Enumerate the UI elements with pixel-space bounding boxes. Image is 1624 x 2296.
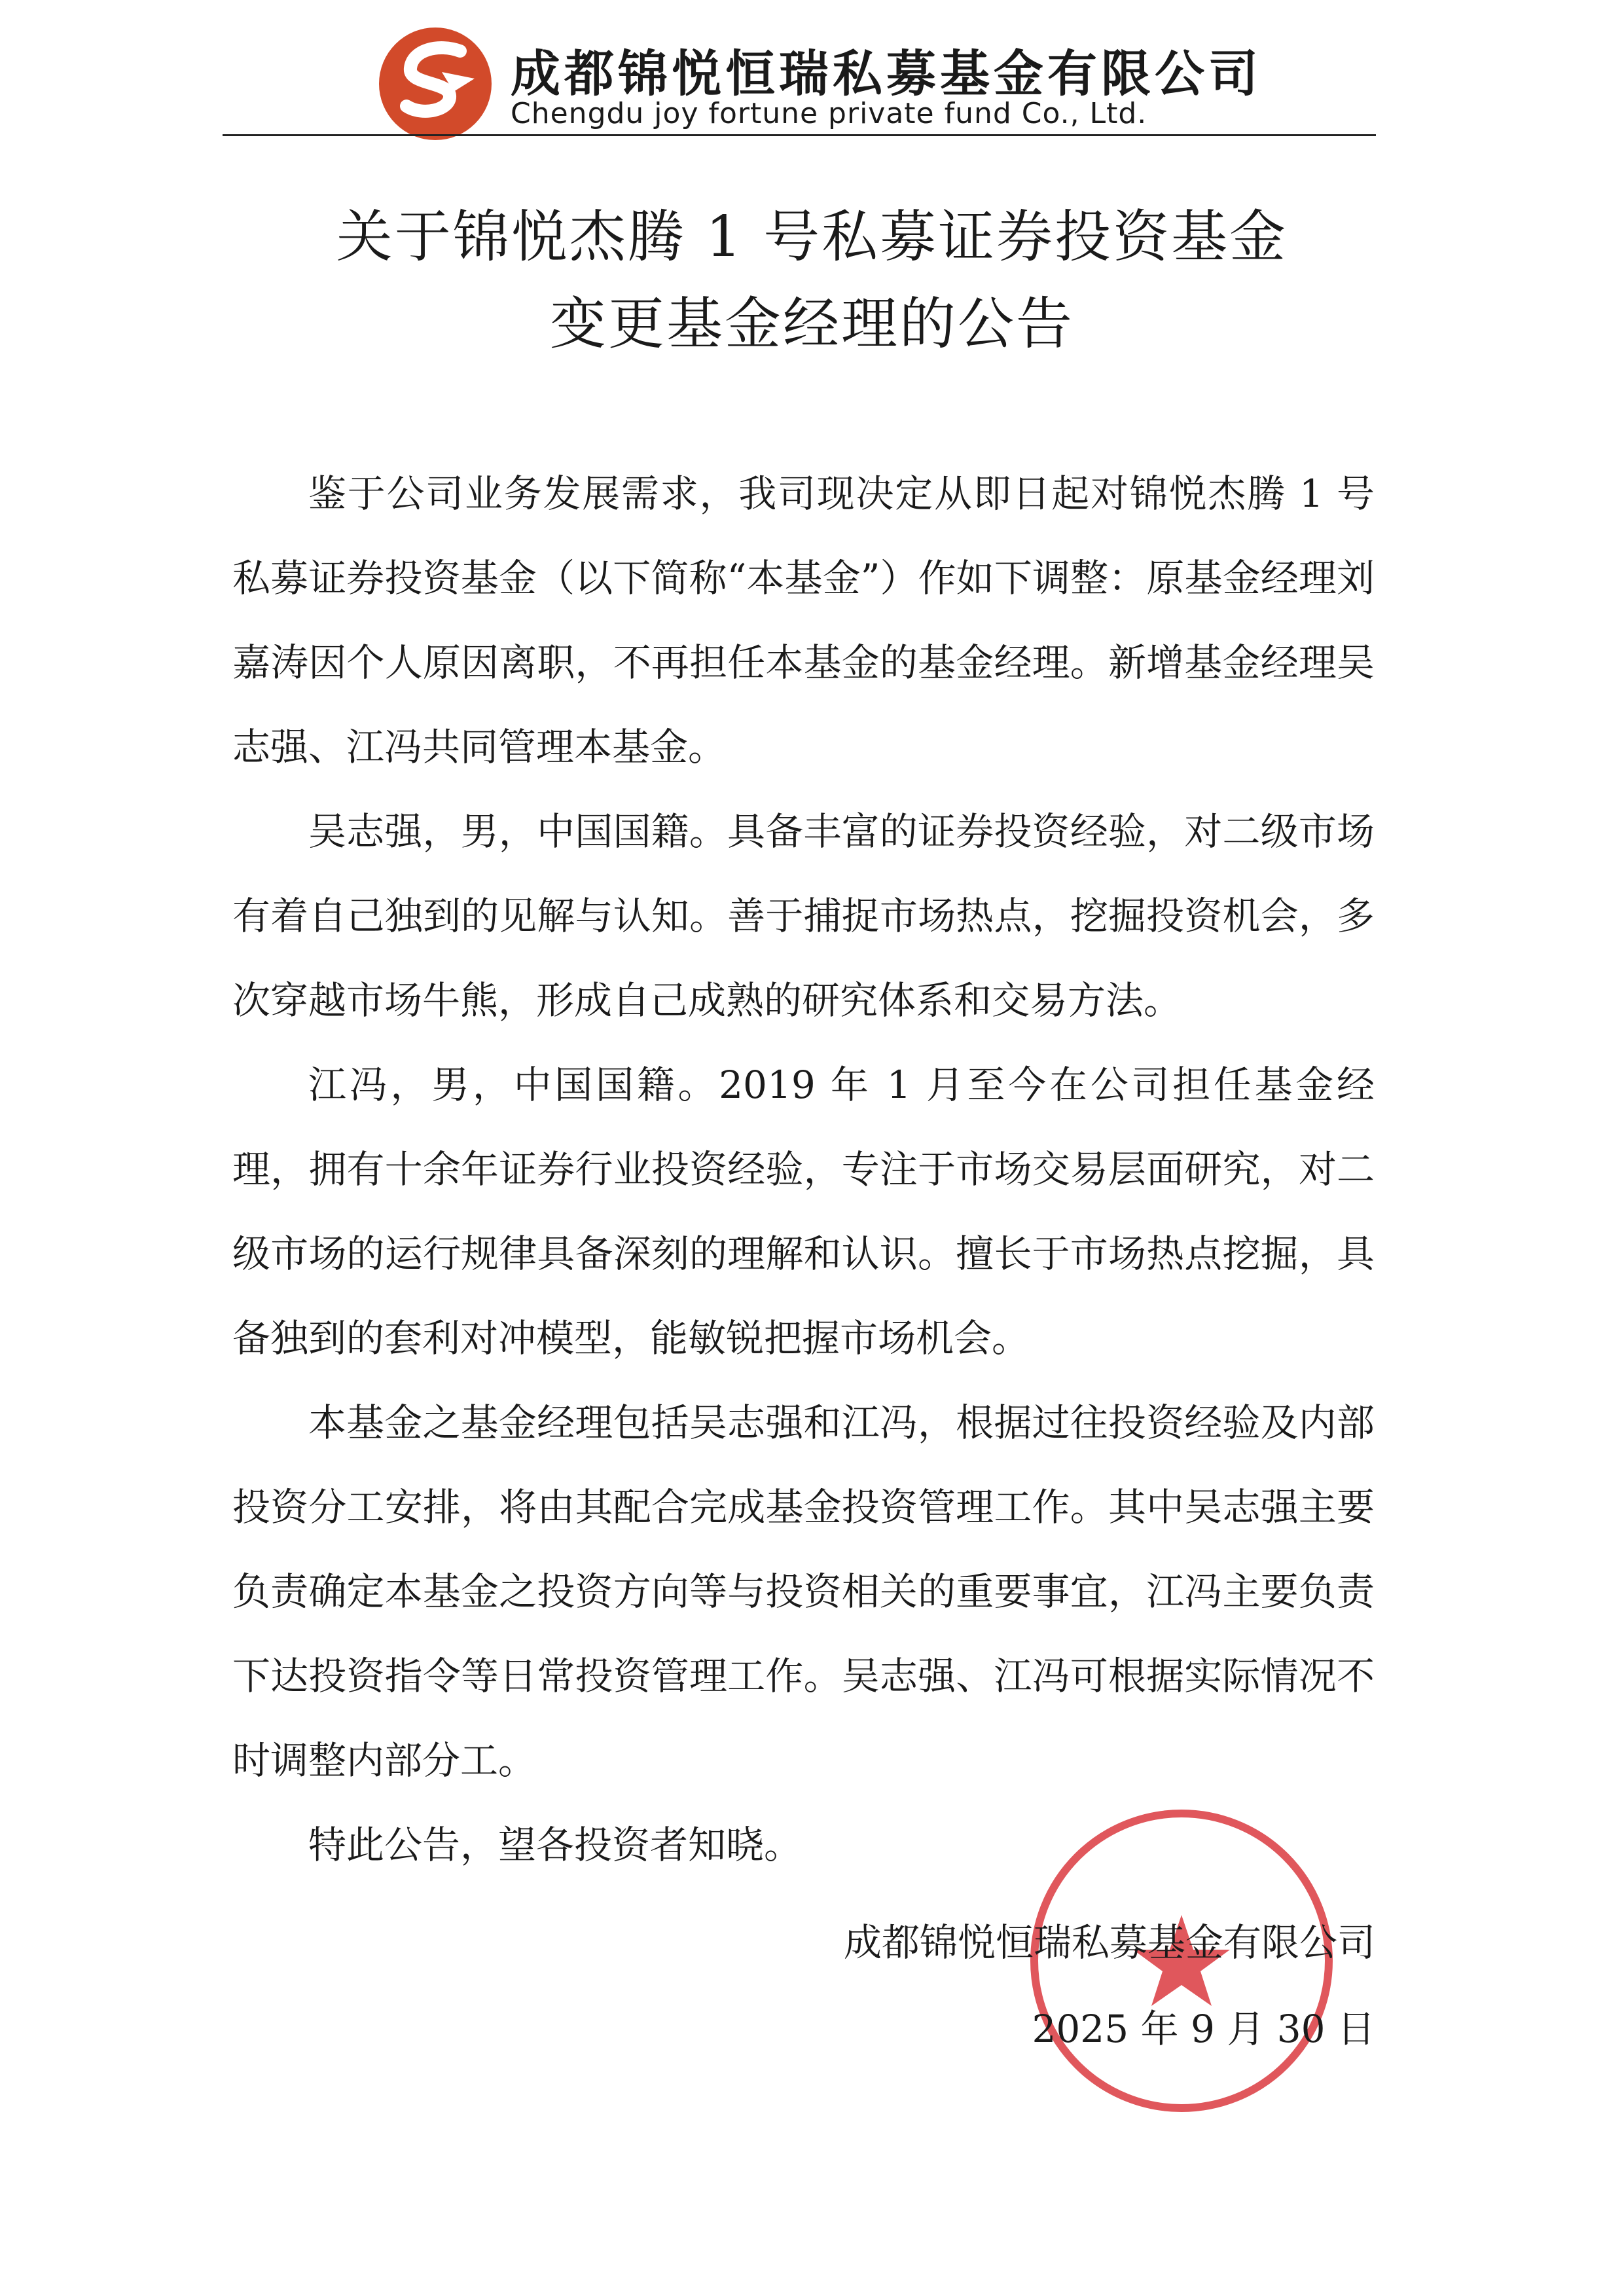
header-divider (223, 134, 1376, 136)
announcement-body (232, 452, 1375, 1887)
signature-company: 成都锦悦恒瑞私募基金有限公司 (843, 1920, 1375, 1965)
announcement-title-line-2: 变更基金经理的公告 (550, 291, 1074, 357)
signature-date: 2025 年 9 月 30 日 (1032, 2007, 1375, 2051)
paragraph-closing: 特此公告，望各投资者知晓。 (308, 1823, 803, 1867)
company-logo-icon (376, 25, 494, 143)
paragraph-division-of-work: 本基金之基金经理包括吴志强和江冯，根据过往投资经验及内部投资分工安排，将由其配合完成基金投资管理工作。其中吴志强主要负责确定本基金之投资方向等与投资相关的重要事宜，江冯主要负责下达投资指令等日常投资管理工作。吴志强、江冯可根据实际情况不时调整内部分工。 (232, 1400, 1375, 1783)
letterhead-company-name-english: Chengdu joy fortune private fund Co., Ltd. (511, 97, 1147, 130)
paragraph-manager-jiang: 江冯，男，中国国籍。2019 年 1 月至今在公司担任基金经理，拥有十余年证券行业投资经验，专注于市场交易层面研究，对二级市场的运行规律具备深刻的理解和认识。擅长于市场热点挖掘，具备独到的套利对冲模型，能敏锐把握市场机会。 (232, 1063, 1375, 1360)
letterhead-company-name: 成都锦悦恒瑞私募基金有限公司 (511, 45, 1262, 103)
letterhead (223, 20, 1376, 144)
paragraph-adjustment: 鉴于公司业务发展需求，我司现决定从即日起对锦悦杰腾 1 号私募证券投资基金（以下简称“本基金”）作如下调整：原基金经理刘嘉涛因个人原因离职，不再担任本基金的基金经理。新增基金经理吴志强、江冯共同管理本基金。 (232, 471, 1375, 769)
paragraph-manager-wu: 吴志强，男，中国国籍。具备丰富的证券投资经验，对二级市场有着自己独到的见解与认知。善于捕捉市场热点，挖掘投资机会，多次穿越市场牛熊，形成自己成熟的研究体系和交易方法。 (232, 809, 1375, 1023)
announcement-title-line-1: 关于锦悦杰腾 1 号私募证券投资基金 (336, 204, 1288, 270)
